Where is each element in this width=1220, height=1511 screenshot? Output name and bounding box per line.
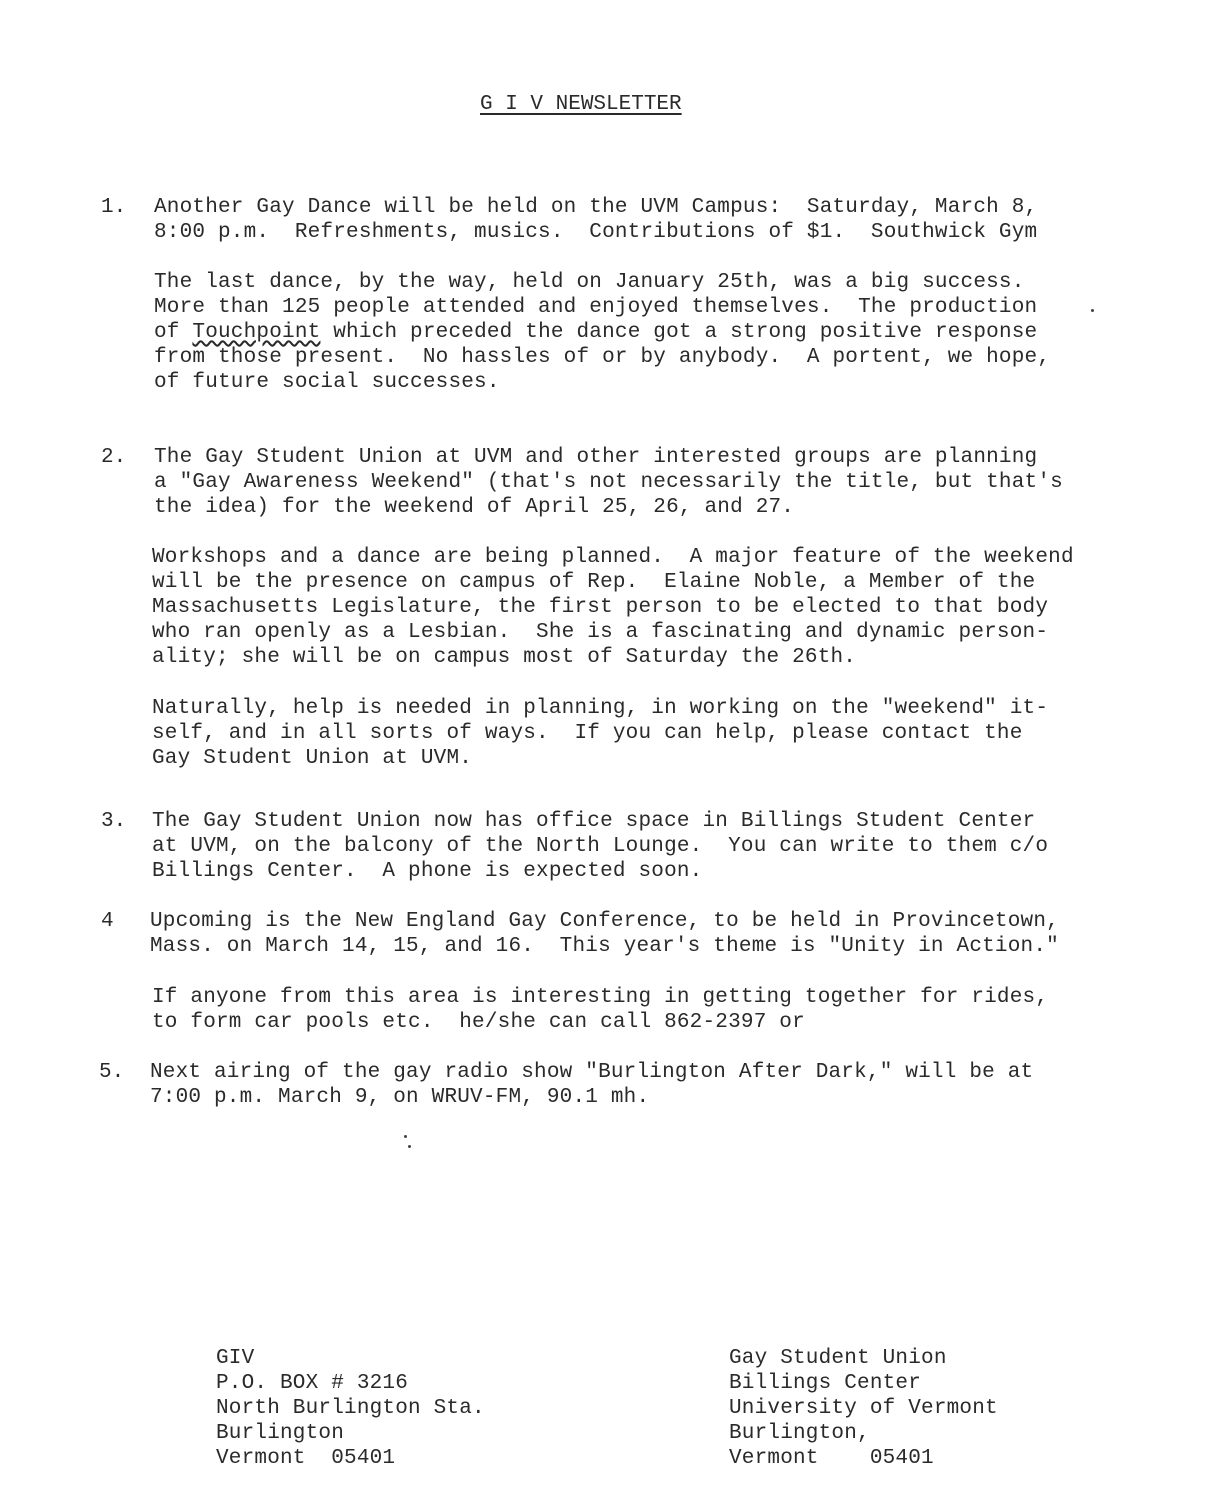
address-line: North Burlington Sta.	[216, 1397, 485, 1420]
newsletter-title: G I V NEWSLETTER	[480, 93, 682, 116]
line-rest: which preceded the dance got a strong positive response	[333, 321, 1038, 344]
line-prefix: of	[154, 321, 193, 344]
text-line: to form car pools etc. he/she can call 862-2397 or	[152, 1011, 805, 1034]
address-line: Vermont 05401	[729, 1447, 934, 1470]
address-line: University of Vermont	[729, 1397, 998, 1420]
text-line: from those present. No hassles of or by anybody. A portent, we hope,	[154, 346, 1051, 369]
text-line: of future social successes.	[154, 371, 500, 394]
scan-speck	[404, 1135, 407, 1138]
address-line: P.O. BOX # 3216	[216, 1372, 409, 1395]
text-line: The Gay Student Union now has office space in Billings Student Center	[152, 810, 1036, 833]
text-line: Gay Student Union at UVM.	[152, 747, 473, 770]
item-number: 5.	[99, 1061, 125, 1084]
text-line: a "Gay Awareness Weekend" (that's not necessarily the title, but that's	[154, 471, 1063, 494]
touchpoint-title: Touchpoint	[192, 321, 321, 344]
text-line: ality; she will be on campus most of Saturday the 26th.	[152, 646, 857, 669]
text-line: Upcoming is the New England Gay Conference, to be held in Provincetown,	[150, 910, 1059, 933]
text-line: 8:00 p.m. Refreshments, musics. Contributions of $1. Southwick Gym	[154, 221, 1038, 244]
address-line: GIV	[216, 1347, 255, 1370]
item-number: 1.	[101, 196, 127, 219]
text-line: More than 125 people attended and enjoyed themselves. The production	[154, 296, 1038, 319]
text-line: at UVM, on the balcony of the North Lounge. You can write to them c/o	[152, 835, 1049, 858]
text-line: self, and in all sorts of ways. If you can help, please contact the	[152, 722, 1023, 745]
text-line: Massachusetts Legislature, the first person to be elected to that body	[152, 596, 1049, 619]
address-line: Billings Center	[729, 1372, 922, 1395]
text-line: Next airing of the gay radio show "Burlington After Dark," will be at	[150, 1061, 1034, 1084]
text-line: the idea) for the weekend of April 25, 26, and 27.	[154, 496, 795, 519]
text-line: If anyone from this area is interesting in getting together for rides,	[152, 986, 1049, 1009]
address-line: Burlington	[216, 1422, 345, 1445]
text-line	[154, 320, 1037, 345]
item-number: 4	[101, 910, 114, 933]
item-number: 3.	[101, 810, 127, 833]
text-line: Billings Center. A phone is expected soon.	[152, 860, 703, 883]
scan-speck	[408, 1145, 411, 1148]
text-line: Naturally, help is needed in planning, in working on the "weekend" it-	[152, 697, 1049, 720]
text-line: will be the presence on campus of Rep. Elaine Noble, a Member of the	[152, 571, 1036, 594]
address-line: Burlington,	[729, 1422, 870, 1445]
text-line: The Gay Student Union at UVM and other interested groups are planning	[154, 446, 1038, 469]
text-line: Workshops and a dance are being planned. A major feature of the weekend	[152, 546, 1074, 569]
text-line: The last dance, by the way, held on January 25th, was a big success.	[154, 271, 1025, 294]
text-line: 7:00 p.m. March 9, on WRUV-FM, 90.1 mh.	[150, 1086, 650, 1109]
scan-speck	[1091, 309, 1094, 312]
item-number: 2.	[101, 446, 127, 469]
address-line: Vermont 05401	[216, 1447, 396, 1470]
address-line: Gay Student Union	[729, 1347, 947, 1370]
text-line: Mass. on March 14, 15, and 16. This year's theme is "Unity in Action."	[150, 935, 1059, 958]
text-line: Another Gay Dance will be held on the UVM Campus: Saturday, March 8,	[154, 196, 1038, 219]
text-line: who ran openly as a Lesbian. She is a fascinating and dynamic person-	[152, 621, 1049, 644]
